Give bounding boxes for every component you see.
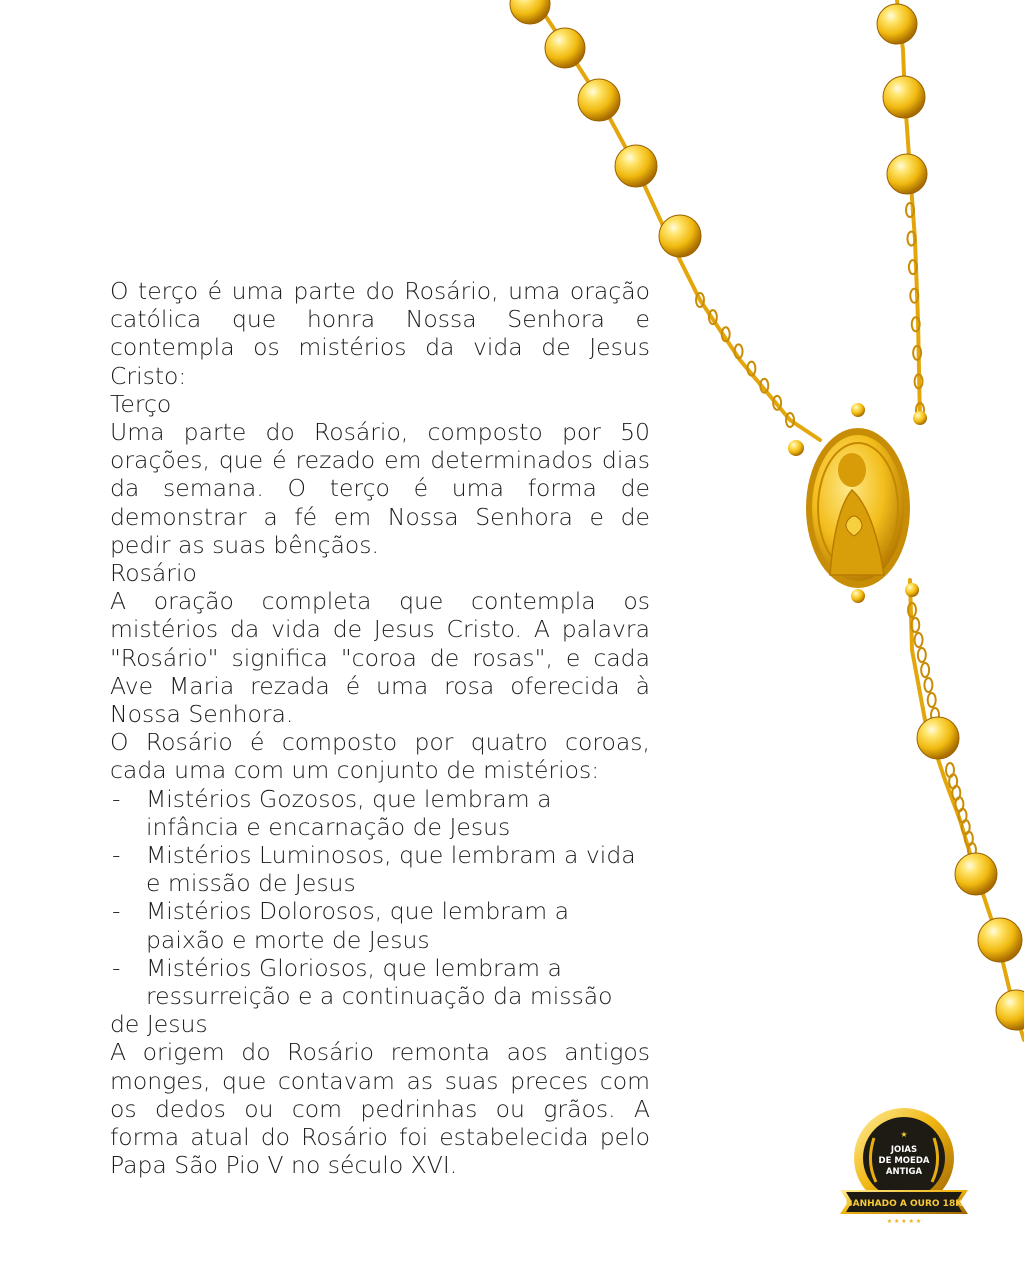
mystery-text: Mistérios Dolorosos, que lembram a paixão e morte de Jesus [146,897,570,954]
rosary-bead [917,717,959,759]
list-item [110,897,650,953]
list-marker: - [112,953,121,982]
chain-link [921,663,929,677]
rosary-bead [578,79,620,121]
rosario-paragraph: A oração completa que contempla os mistérios da vida de Jesus Cristo. A palavra "Rosário" significa "coroa de rosas", e cada Ave Maria rezada é uma rosa oferecida à Nossa Senhora. [110,587,650,729]
star-icon: ★ [900,1130,908,1139]
rosary-bead [510,0,550,24]
mystery-text: Mistérios Luminosos, que lembram a vida e missão de Jesus [146,841,636,898]
rosary-bead [659,215,701,257]
gold-seal-badge [836,1102,972,1226]
rosary-bead [996,990,1024,1030]
seal-line-2: DE MOEDA [878,1156,930,1166]
rosario-heading: Rosário [110,559,197,588]
rosary-bead [545,28,585,68]
list-marker: - [112,897,121,926]
mystery-text-tail: de Jesus [110,1010,208,1039]
chain-link [918,648,926,662]
list-item [110,841,650,897]
rosary-bead [883,76,925,118]
mysteries-list [110,785,650,1039]
origin-paragraph: A origem do Rosário remonta aos antigos monges, que contavam as suas preces com os dedos ou com pedrinhas ou grãos. A forma atual do Rosário foi estabelecida pelo Papa São Pio V no século XVI. [110,1038,650,1180]
seal-line-1: JOIAS [890,1145,918,1155]
chain-link [924,678,932,692]
terco-heading: Terço [110,389,172,418]
seal-ribbon-text: BANHADO A OURO 18K [845,1199,963,1209]
rosary-bead [978,918,1022,962]
rosary-description [110,277,650,1180]
mystery-text: Mistérios Gozosos, que lembram a infância e encarnação de Jesus [146,784,552,841]
list-marker: - [112,784,121,813]
rosary-bead [955,853,997,895]
intro-paragraph: O terço é uma parte do Rosário, uma oração católica que honra Nossa Senhora e contempla os mistérios da vida de Jesus Cristo: [110,277,650,390]
seal-line-3: ANTIGA [885,1167,923,1177]
rosary-bead [877,4,917,44]
list-marker: - [112,841,121,870]
mystery-text: Mistérios Gloriosos, que lembram a ressurreição e a continuação da missão [146,953,613,1011]
chain-link [915,633,923,647]
rosary-bead [615,145,657,187]
chain-link [928,693,936,707]
list-item [110,785,650,841]
coroas-intro: O Rosário é composto por quatro coroas, cada uma com um conjunto de mistérios: [110,728,650,785]
list-item [110,954,650,1039]
seal-stars-icon: ★ ★ ★ ★ ★ [886,1218,922,1225]
rosary-bead [887,154,927,194]
terco-paragraph: Uma parte do Rosário, composto por 50 orações, que é rezado em determinados dias da semana. O terço é uma forma de demonstrar a fé em Nossa Senhora e de pedir as suas bênçãos. [110,418,650,559]
